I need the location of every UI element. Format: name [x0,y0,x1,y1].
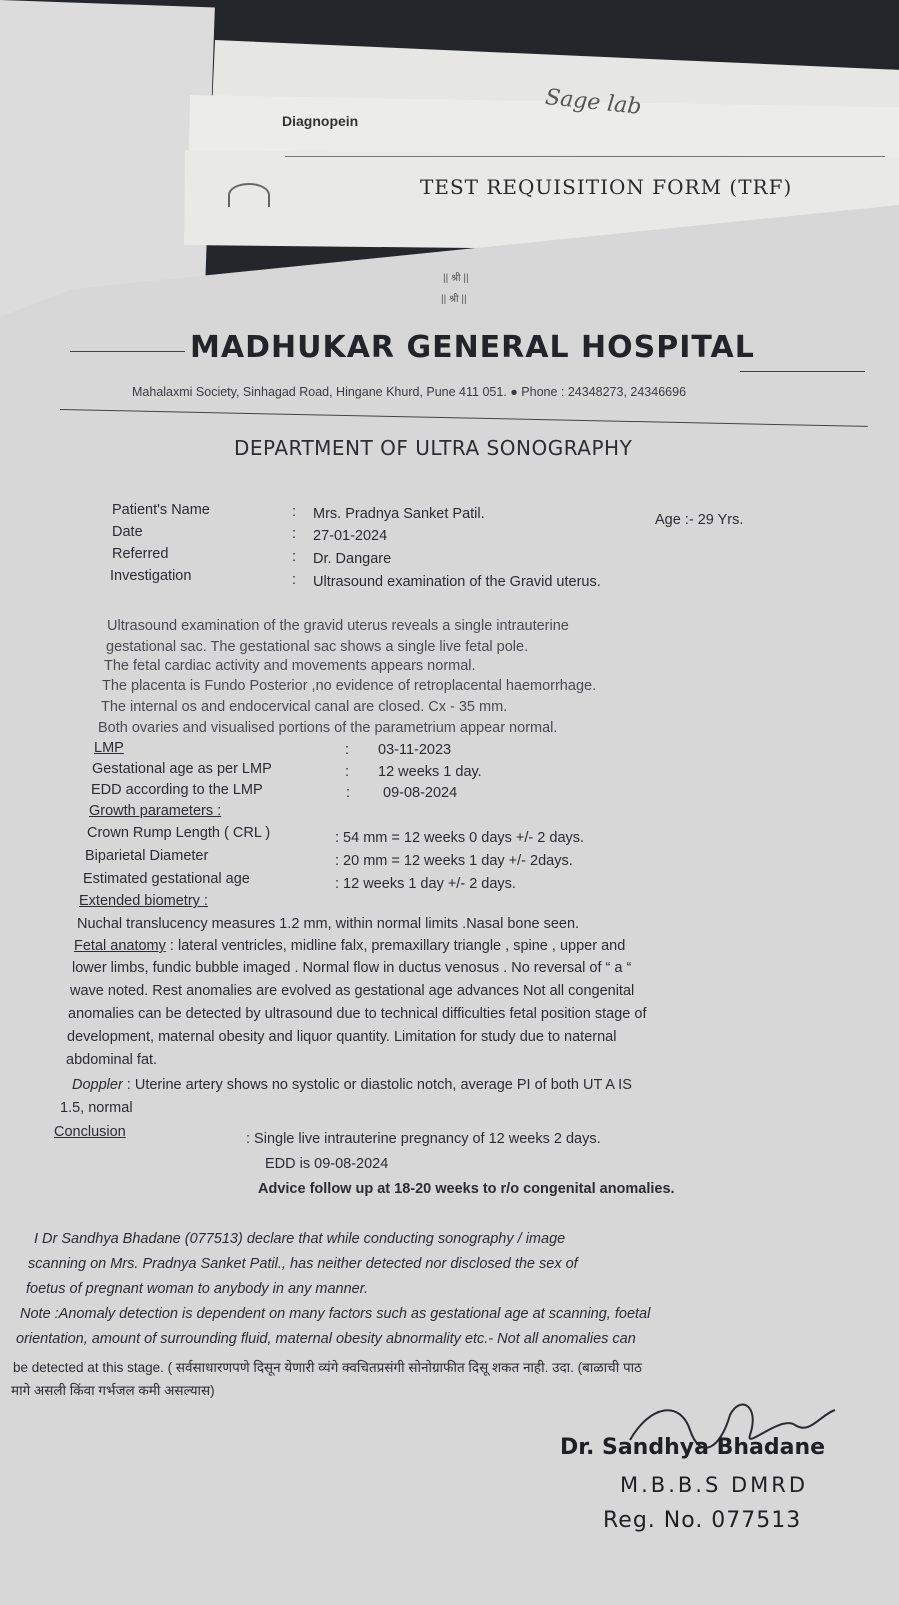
colon: : [345,742,350,758]
report-date: 27-01-2024 [313,528,388,544]
anatomy-line: anomalies can be detected by ultrasound due to technical difficulties fetal position stage of [68,1006,647,1022]
edd-value: 09-08-2024 [383,785,458,801]
emblem-icon [228,183,270,207]
conclusion-label: Conclusion [54,1124,126,1140]
anatomy-line: lower limbs, fundic bubble imaged . Normal flow in ductus venosus . No reversal of “ a “ [72,960,632,976]
ega-label: Estimated gestational age [83,871,250,887]
patient-name: Mrs. Pradnya Sanket Patil. [313,506,485,522]
lmp-value: 03-11-2023 [378,742,452,758]
date-label: Date [112,524,143,540]
anatomy-line: wave noted. Rest anomalies are evolved as gestational age advances Not all congenital [70,983,635,999]
colon: : [292,504,297,520]
finding-line: Ultrasound examination of the gravid uterus reveals a single intrauterine [107,618,569,634]
colon: : [345,764,350,780]
declaration-line: I Dr Sandhya Bhadane (077513) declare that while conducting sonography / image [34,1231,566,1247]
hospital-address: Mahalaxmi Society, Sinhagad Road, Hingane Khurd, Pune 411 051. ● Phone : 24348273, 24346696 [132,385,687,399]
conclusion-line: EDD is 09-08-2024 [265,1156,389,1172]
doppler-label: Doppler [72,1077,123,1093]
bpd-value: : 20 mm = 12 weeks 1 day +/- 2days. [335,853,573,869]
anatomy-line: abdominal fat. [66,1052,158,1068]
doppler-text: : Uterine artery shows no systolic or diastolic notch, average PI of both UT A IS [122,1077,632,1093]
divider [740,371,865,372]
finding-line: Both ovaries and visualised portions of the parametrium appear normal. [98,720,558,736]
patient-age: Age :- 29 Yrs. [655,512,744,528]
signatory-name: Dr. Sandhya Bhadane [560,1435,826,1460]
handwritten-note: Sage lab [543,85,643,120]
invocation: || श्री || [441,294,467,305]
biometry-heading: Extended biometry : [79,893,208,909]
investigation-label: Investigation [110,568,192,584]
growth-heading: Growth parameters : [89,803,222,819]
lab-name: Diagnopein [282,113,359,129]
signatory-registration: Reg. No. 077513 [603,1508,802,1533]
ga-label: Gestational age as per LMP [92,761,272,777]
anatomy-text: : lateral ventricles, midline falx, premaxillary triangle , spine , upper and [165,938,626,954]
divider [70,351,185,352]
conclusion-line: Advice follow up at 18-20 weeks to r/o congenital anomalies. [258,1181,675,1197]
finding-line: The internal os and endocervical canal are closed. Cx - 35 mm. [101,699,508,715]
signatory-qualifications: M.B.B.S DMRD [620,1473,809,1497]
finding-line: The placenta is Fundo Posterior ,no evidence of retroplacental haemorrhage. [102,678,597,694]
colon: : [292,549,297,565]
investigation: Ultrasound examination of the Gravid uterus. [313,574,601,590]
divider [285,156,885,157]
crl-label: Crown Rump Length ( CRL ) [87,825,271,841]
patient-name-label: Patient's Name [112,502,210,518]
bpd-label: Biparietal Diameter [85,848,209,864]
colon: : [346,785,351,801]
doppler-line: 1.5, normal [60,1100,133,1116]
department-title: DEPARTMENT OF ULTRA SONOGRAPHY [234,436,633,460]
hospital-name: MADHUKAR GENERAL HOSPITAL [190,330,755,365]
finding-line: The fetal cardiac activity and movements appears normal. [104,658,476,674]
note-line: मागे असली किंवा गर्भजल कमी असल्यास) [11,1383,215,1398]
declaration-line: scanning on Mrs. Pradnya Sanket Patil., has neither detected nor disclosed the sex of [28,1256,578,1272]
anatomy-label: Fetal anatomy [74,938,166,954]
ega-value: : 12 weeks 1 day +/- 2 days. [335,876,516,892]
crl-value: : 54 mm = 12 weeks 0 days +/- 2 days. [335,830,585,846]
anatomy-line: development, maternal obesity and liquor quantity. Limitation for study due to naternal [67,1029,617,1045]
conclusion-line: : Single live intrauterine pregnancy of 12 weeks 2 days. [246,1131,601,1147]
note-line: Note :Anomaly detection is dependent on many factors such as gestational age at scanning, foetal [20,1306,651,1322]
nuchal-line: Nuchal translucency measures 1.2 mm, within normal limits .Nasal bone seen. [77,916,580,932]
ga-value: 12 weeks 1 day. [378,764,482,780]
invocation: || श्री || [443,273,469,284]
referred-label: Referred [112,546,169,562]
finding-line: gestational sac. The gestational sac shows a single live fetal pole. [106,639,529,655]
referring-doctor: Dr. Dangare [313,551,392,567]
note-line: be detected at this stage. ( सर्वसाधारणपणे दिसून येणारी व्यंगे क्वचितप्रसंगी सोनोग्राफीत दिसू शकत नाही. उदा. (बाळाची पाठ [13,1360,642,1375]
form-title: TEST REQUISITION FORM (TRF) [420,175,793,199]
doppler-line [72,1077,632,1093]
note-line: orientation, amount of surrounding fluid, maternal obesity abnormality etc.- Not all anomalies can [16,1331,636,1347]
colon: : [292,526,297,542]
colon: : [292,572,297,588]
lmp-label: LMP [94,740,124,756]
anatomy-line [74,938,625,954]
edd-label: EDD according to the LMP [91,782,263,798]
declaration-line: foetus of pregnant woman to anybody in any manner. [26,1281,369,1297]
